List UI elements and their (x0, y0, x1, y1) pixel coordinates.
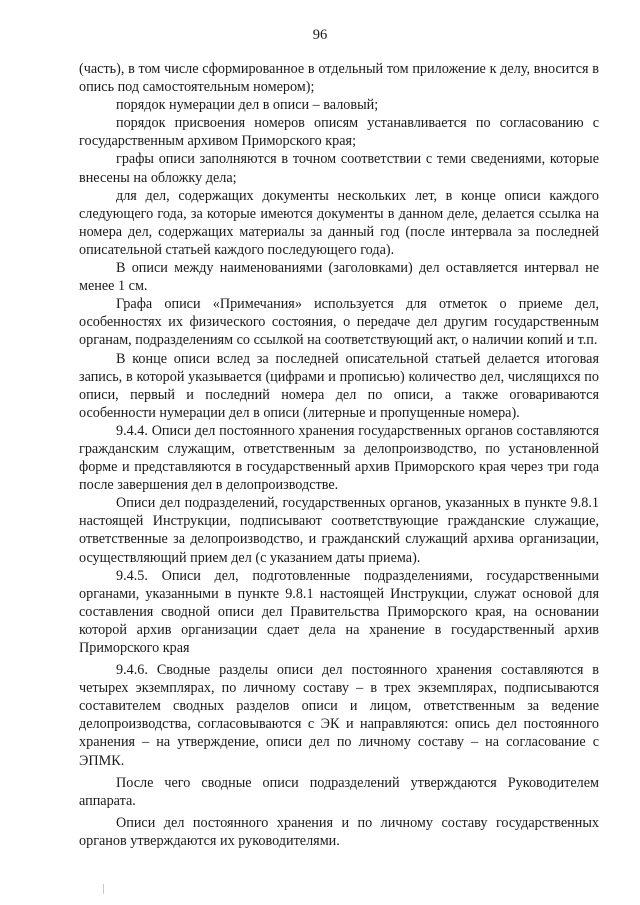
paragraph-1: (часть), в том числе сформированное в отдельный том приложение к делу, вносится в опись под самостоятельным номером); (79, 61, 599, 96)
paragraph-13: После чего сводные описи подразделений утверждаются Руководителем аппарата. (79, 774, 599, 809)
paragraph-7: Графа описи «Примечания» используется для отметок о приеме дел, особенностях их физического состояния, о передаче дел другим государственным органам, подразделениям со ссылкой на соответствующий акт, о наличии копий и т.п. (79, 296, 599, 349)
paragraph-14: Описи дел постоянного хранения и по личному составу государственных органов утверждаются их руководителями. (79, 814, 599, 849)
page-number: 96 (312, 27, 328, 43)
paragraph-9: 9.4.4. Описи дел постоянного хранения государственных органов составляются гражданским служащим, ответственным за делопроизводство, по установленной форме и представляются в государственный архив Приморского края через три года после завершения дел в делопроизводстве. (79, 422, 599, 494)
body-text (79, 60, 599, 850)
paragraph-12: 9.4.6. Сводные разделы описи дел постоянного хранения составляются в четырех экземплярах, по личному составу – в трех экземплярах, подписываются составителем сводных разделов описи и лицом, ответственным за ведение делопроизводства, согласовываются с ЭК и направляются: опись дел постоянного хранения – на утверждение, описи дел по личному составу – на согласование с ЭПМК. (79, 662, 599, 769)
paragraph-2: порядок нумерации дел в описи – валовый; (116, 97, 379, 114)
margin-mark (103, 884, 104, 894)
paragraph-3: порядок присвоения номеров описям устанавливается по согласованию с государственным архивом Приморского края; (79, 115, 599, 150)
paragraph-11: 9.4.5. Описи дел, подготовленные подразделениями, государственными органами, указанными в пункте 9.8.1 настоящей Инструкции, служат основой для составления сводной описи дел Правительства Приморского края, на основании которой архив организации сдает дела на хранение в государственный архив Приморского края (79, 567, 599, 656)
paragraph-8: В конце описи вслед за последней описательной статьей делается итоговая запись, в которой указывается (цифрами и прописью) количество дел, числящихся по описи, первый и последний номера дел по описи, а также оговариваются особенности нумерации дел в описи (литерные и пропущенные номера). (79, 350, 599, 421)
paragraph-10: Описи дел подразделений, государственных органов, указанных в пункте 9.8.1 настоящей Инструкции, подписывают соответствующие гражданские служащие, ответственные за делопроизводство, и гражданский служащий архива организации, осуществляющий прием дел (с указанием даты приема). (79, 495, 599, 566)
paragraph-6: В описи между наименованиями (заголовками) дел оставляется интервал не менее 1 см. (79, 260, 599, 295)
paragraph-5: для дел, содержащих документы нескольких лет, в конце описи каждого следующего года, за которые имеются документы в данном деле, делается ссылка на номера дел, содержащих материалы за данный год (после интервала за последней описательной статьей каждого последующего года). (79, 187, 599, 258)
paragraph-4: графы описи заполняются в точном соответствии с теми сведениями, которые внесены на обложку дела; (79, 151, 599, 186)
